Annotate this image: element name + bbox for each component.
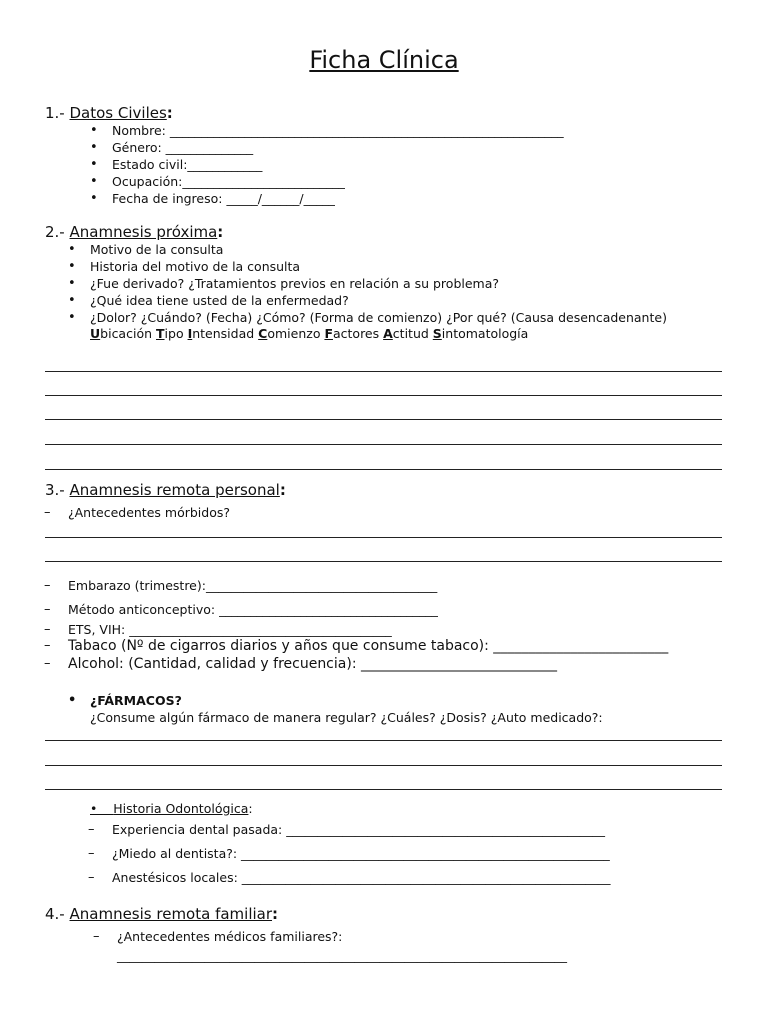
field-experiencia-dental[interactable]: – Experiencia dental pasada: ___________________________________________________ bbox=[112, 822, 605, 837]
section-number: 4.- bbox=[45, 905, 70, 923]
field-estado-civil[interactable]: • Estado civil:____________ bbox=[112, 157, 262, 172]
answer-line[interactable] bbox=[45, 537, 722, 538]
mnemonic-letter: T bbox=[156, 326, 165, 341]
list-item: • ¿Qué idea tiene usted de la enfermedad? bbox=[90, 293, 349, 308]
field-fecha-ingreso[interactable]: • Fecha de ingreso: _____/______/_____ bbox=[112, 191, 335, 206]
answer-line[interactable] bbox=[45, 789, 722, 790]
field-miedo-dentista[interactable]: – ¿Miedo al dentista?: ___________________________________________________________ bbox=[112, 846, 610, 861]
mnemonic-word: bicación bbox=[100, 326, 156, 341]
section-3-heading bbox=[45, 481, 286, 499]
field-ocupacion[interactable]: • Ocupación:__________________________ bbox=[112, 174, 345, 189]
section-number: 1.- bbox=[45, 104, 70, 122]
section-title: Anamnesis remota familiar bbox=[69, 905, 273, 923]
mnemonic-letter: C bbox=[258, 326, 268, 341]
mnemonic-letter: F bbox=[324, 326, 333, 341]
question-antecedentes-familiares: – ¿Antecedentes médicos familiares?: bbox=[117, 929, 342, 944]
odontologia-title bbox=[90, 801, 248, 816]
mnemonic-word: ntensidad bbox=[192, 326, 259, 341]
field-embarazo[interactable]: – Embarazo (trimestre):_____________________________________ bbox=[68, 578, 437, 593]
section-number: 2.- bbox=[45, 223, 70, 241]
mnemonic-letter: A bbox=[383, 326, 393, 341]
field-metodo-anticonceptivo[interactable]: – Método anticonceptivo: ___________________________________ bbox=[68, 602, 438, 617]
field-ets-vih[interactable]: – ETS, VIH: __________________________________________ bbox=[68, 622, 392, 637]
field-tabaco[interactable]: – Tabaco (Nº de cigarros diarios y años que consume tabaco): _________________________ bbox=[68, 638, 668, 654]
mnemonic-word: actores bbox=[332, 326, 384, 341]
answer-line[interactable] bbox=[45, 561, 722, 562]
mnemonic-line bbox=[90, 326, 528, 341]
page-title: Ficha Clínica bbox=[309, 46, 459, 74]
question-antecedentes-morbidos: – ¿Antecedentes mórbidos? bbox=[68, 505, 230, 520]
mnemonic-letter: S bbox=[432, 326, 442, 341]
odontologia-heading bbox=[90, 801, 253, 816]
mnemonic-word: omienzo bbox=[267, 326, 325, 341]
list-item: • Motivo de la consulta bbox=[90, 242, 223, 257]
section-colon: : bbox=[272, 905, 279, 923]
field-anestesicos-locales[interactable]: – Anestésicos locales: ___________________________________________________________ bbox=[112, 870, 611, 885]
section-4-heading bbox=[45, 905, 278, 923]
mnemonic-word: ipo bbox=[164, 326, 188, 341]
list-item: • ¿Fue derivado? ¿Tratamientos previos en relación a su problema? bbox=[90, 276, 499, 291]
list-item: • Historia del motivo de la consulta bbox=[90, 259, 300, 274]
field-nombre[interactable]: • Nombre: _______________________________________________________________ bbox=[112, 123, 564, 138]
odontologia-title-text: Historia Odontológica bbox=[113, 801, 249, 816]
mnemonic-word: intomatología bbox=[441, 326, 529, 341]
section-colon: : bbox=[166, 104, 173, 122]
answer-line-familiar[interactable]: ________________________________________________________________________ bbox=[117, 948, 567, 963]
section-1-heading bbox=[45, 104, 173, 122]
farmacos-question: ¿Consume algún fármaco de manera regular? ¿Cuáles? ¿Dosis? ¿Auto medicado?: bbox=[90, 710, 603, 725]
answer-line[interactable] bbox=[45, 371, 722, 372]
answer-line[interactable] bbox=[45, 419, 722, 420]
answer-line[interactable] bbox=[45, 395, 722, 396]
bullet-icon: • bbox=[90, 801, 114, 816]
answer-line[interactable] bbox=[45, 765, 722, 766]
field-genero[interactable]: • Género: ______________ bbox=[112, 140, 253, 155]
mnemonic-letter: I bbox=[187, 326, 193, 341]
section-colon: : bbox=[217, 223, 224, 241]
section-title: Datos Civiles bbox=[69, 104, 167, 122]
section-title: Anamnesis próxima bbox=[69, 223, 218, 241]
section-2-heading bbox=[45, 223, 223, 241]
mnemonic-letter: U bbox=[90, 326, 101, 341]
section-colon: : bbox=[279, 481, 286, 499]
section-title: Anamnesis remota personal bbox=[69, 481, 280, 499]
mnemonic-word: ctitud bbox=[392, 326, 433, 341]
field-alcohol[interactable]: – Alcohol: (Cantidad, calidad y frecuencia): ____________________________ bbox=[68, 656, 557, 672]
list-item: • ¿Dolor? ¿Cuándo? (Fecha) ¿Cómo? (Forma de comienzo) ¿Por qué? (Causa desencadenante) bbox=[90, 310, 667, 325]
farmacos-heading: • ¿FÁRMACOS? bbox=[90, 693, 182, 708]
answer-line[interactable] bbox=[45, 740, 722, 741]
section-number: 3.- bbox=[45, 481, 70, 499]
answer-line[interactable] bbox=[45, 444, 722, 445]
section-colon: : bbox=[248, 801, 253, 816]
answer-line[interactable] bbox=[45, 469, 722, 470]
